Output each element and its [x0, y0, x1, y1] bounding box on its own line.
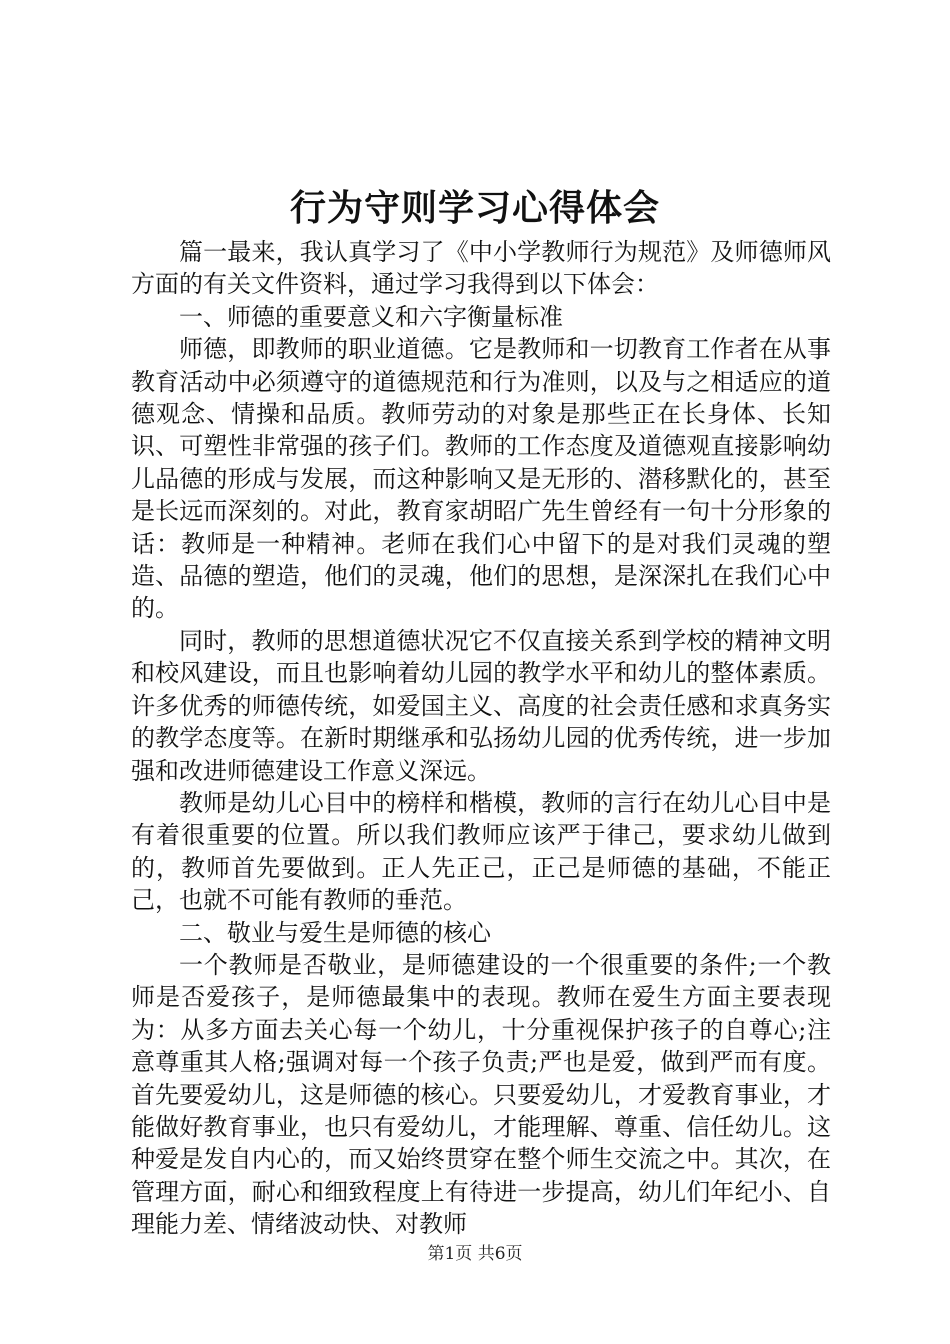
document-title: 行为守则学习心得体会: [289, 187, 660, 229]
section-heading-2: 二、敬业与爱生是师德的核心: [179, 918, 491, 947]
page-footer: 第1页 共6页: [427, 1244, 523, 1264]
paragraph: 同时，教师的思想道德状况它不仅直接关系到学校的精神文明和校风建设，而且也影响着幼儿园的教学水平和幼儿的整体素质。许多优秀的师德传统，如爱国主义、高度的社会责任感和求真务实的教学态度等。在新时期继承和弘扬幼儿园的优秀传统，进一步加强和改进师德建设工作意义深远。: [131, 626, 831, 785]
paragraph-intro: 篇一最来，我认真学习了《中小学教师行为规范》及师德师风方面的有关文件资料，通过学习我得到以下体会：: [131, 238, 831, 299]
section-heading-1: 一、师德的重要意义和六字衡量标准: [179, 302, 563, 331]
paragraph: 一个教师是否敬业，是师德建设的一个很重要的条件;一个教师是否爱孩子，是师德最集中的表现。教师在爱生方面主要表现为：从多方面去关心每一个幼儿，十分重视保护孩子的自尊心;注意尊重其人格;强调对每一个孩子负责;严也是爱，做到严而有度。首先要爱幼儿，这是师德的核心。只要爱幼儿，才爱教育事业，才能做好教育事业，也只有爱幼儿，才能理解、尊重、信任幼儿。这种爱是发自内心的，而又始终贯穿在整个师生交流之中。其次，在管理方面，耐心和细致程度上有待进一步提高，幼儿们年纪小、自理能力差、情绪波动快、对教师: [131, 950, 831, 1239]
paragraph: 教师是幼儿心目中的榜样和楷模，教师的言行在幼儿心目中是有着很重要的位置。所以我们教师应该严于律己，要求幼儿做到的，教师首先要做到。正人先正己，正己是师德的基础，不能正己，也就不可能有教师的垂范。: [131, 788, 831, 915]
document-body: [131, 236, 831, 1241]
paragraph: 师德，即教师的职业道德。它是教师和一切教育工作者在从事教育活动中必须遵守的道德规范和行为准则，以及与之相适应的道德观念、情操和品质。教师劳动的对象是那些正在长身体、长知识、可塑性非常强的孩子们。教师的工作态度及道德观直接影响幼儿品德的形成与发展，而这种影响又是无形的、潜移默化的，甚至是长远而深刻的。对此，教育家胡昭广先生曾经有一句十分形象的话：教师是一种精神。老师在我们心中留下的是对我们灵魂的塑造、品德的塑造，他们的灵魂，他们的思想，是深深扎在我们心中的。: [131, 335, 831, 623]
